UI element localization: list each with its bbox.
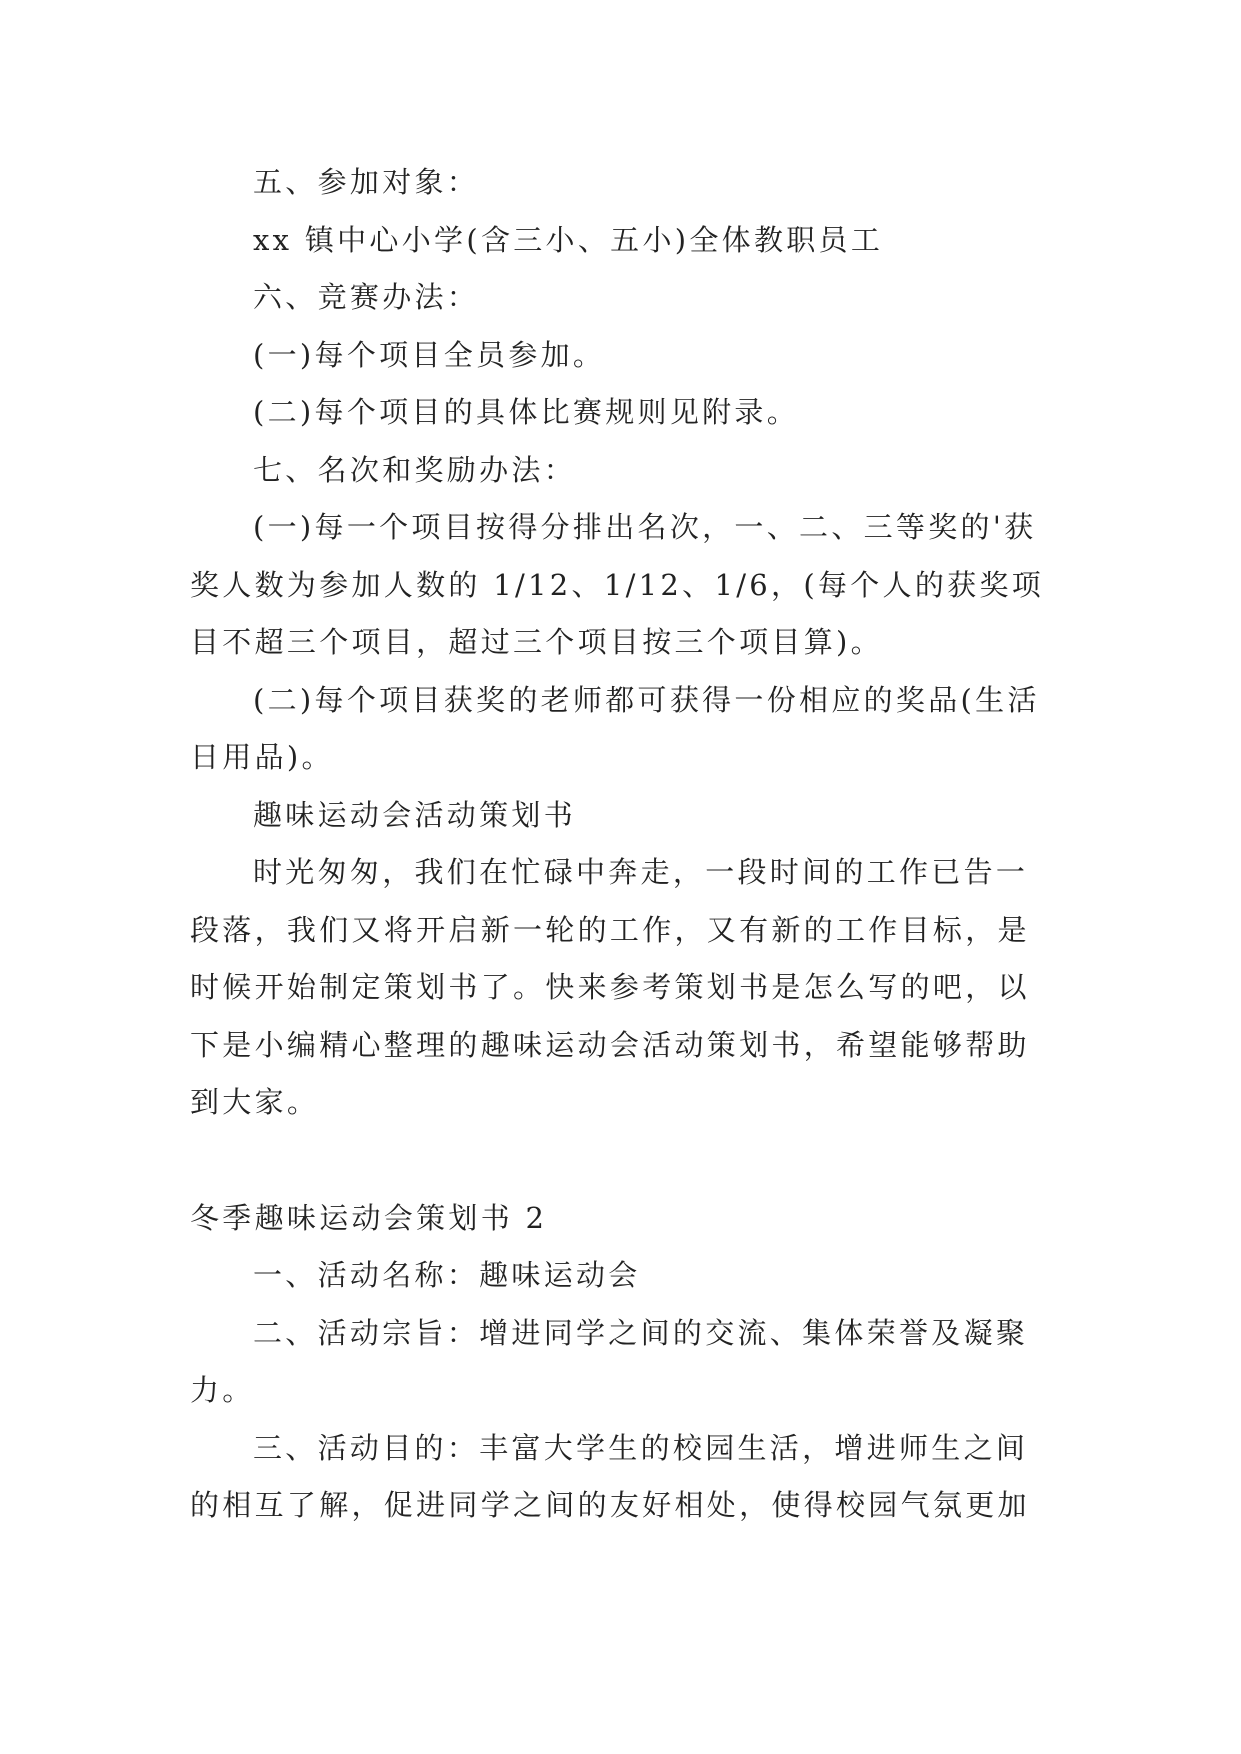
activity-purpose: 二、活动宗旨：增进同学之间的交流、集体荣誉及凝聚力。	[190, 1315, 1029, 1407]
plan-title: 趣味运动会活动策划书	[253, 797, 577, 832]
activity-name: 一、活动名称：趣味运动会	[253, 1258, 641, 1292]
document-heading-2: 冬季趣味运动会策划书 2	[190, 1200, 548, 1235]
activity-goal: 三、活动目的：丰富大学生的校园生活，增进师生之间的相互了解，促进同学之间的友好相处，使得校园气氛更加	[190, 1430, 1030, 1522]
document-body	[190, 154, 1050, 1535]
section-heading-ranking-awards: 七、名次和奖励办法：	[253, 452, 577, 487]
award-item-2: (二)每个项目获奖的老师都可获得一份相应的奖品(生活日用品)。	[190, 682, 1040, 774]
intro-paragraph: 时光匆匆，我们在忙碌中奔走，一段时间的工作已告一段落，我们又将开启新一轮的工作，又有新的工作目标，是时候开始制定策划书了。快来参考策划书是怎么写的吧，以下是小编精心整理的趣味运动会活动策划书，希望能够帮助到大家。	[190, 855, 1030, 1119]
section-heading-participants: 五、参加对象：	[253, 165, 480, 199]
section-spacer	[190, 1132, 1050, 1190]
section-heading-competition-method: 六、竞赛办法：	[253, 280, 480, 314]
participants-text: xx 镇中心小学(含三小、五小)全体教职员工	[253, 222, 884, 257]
award-item-1: (一)每一个项目按得分排出名次，一、二、三等奖的'获奖人数为参加人数的 1/12、1/12、1/6，(每个人的获奖项目不超三个项目，超过三个项目按三个项目算)。	[190, 510, 1045, 659]
competition-item-1: (一)每个项目全员参加。	[253, 337, 606, 372]
competition-item-2: (二)每个项目的具体比赛规则见附录。	[253, 395, 800, 429]
